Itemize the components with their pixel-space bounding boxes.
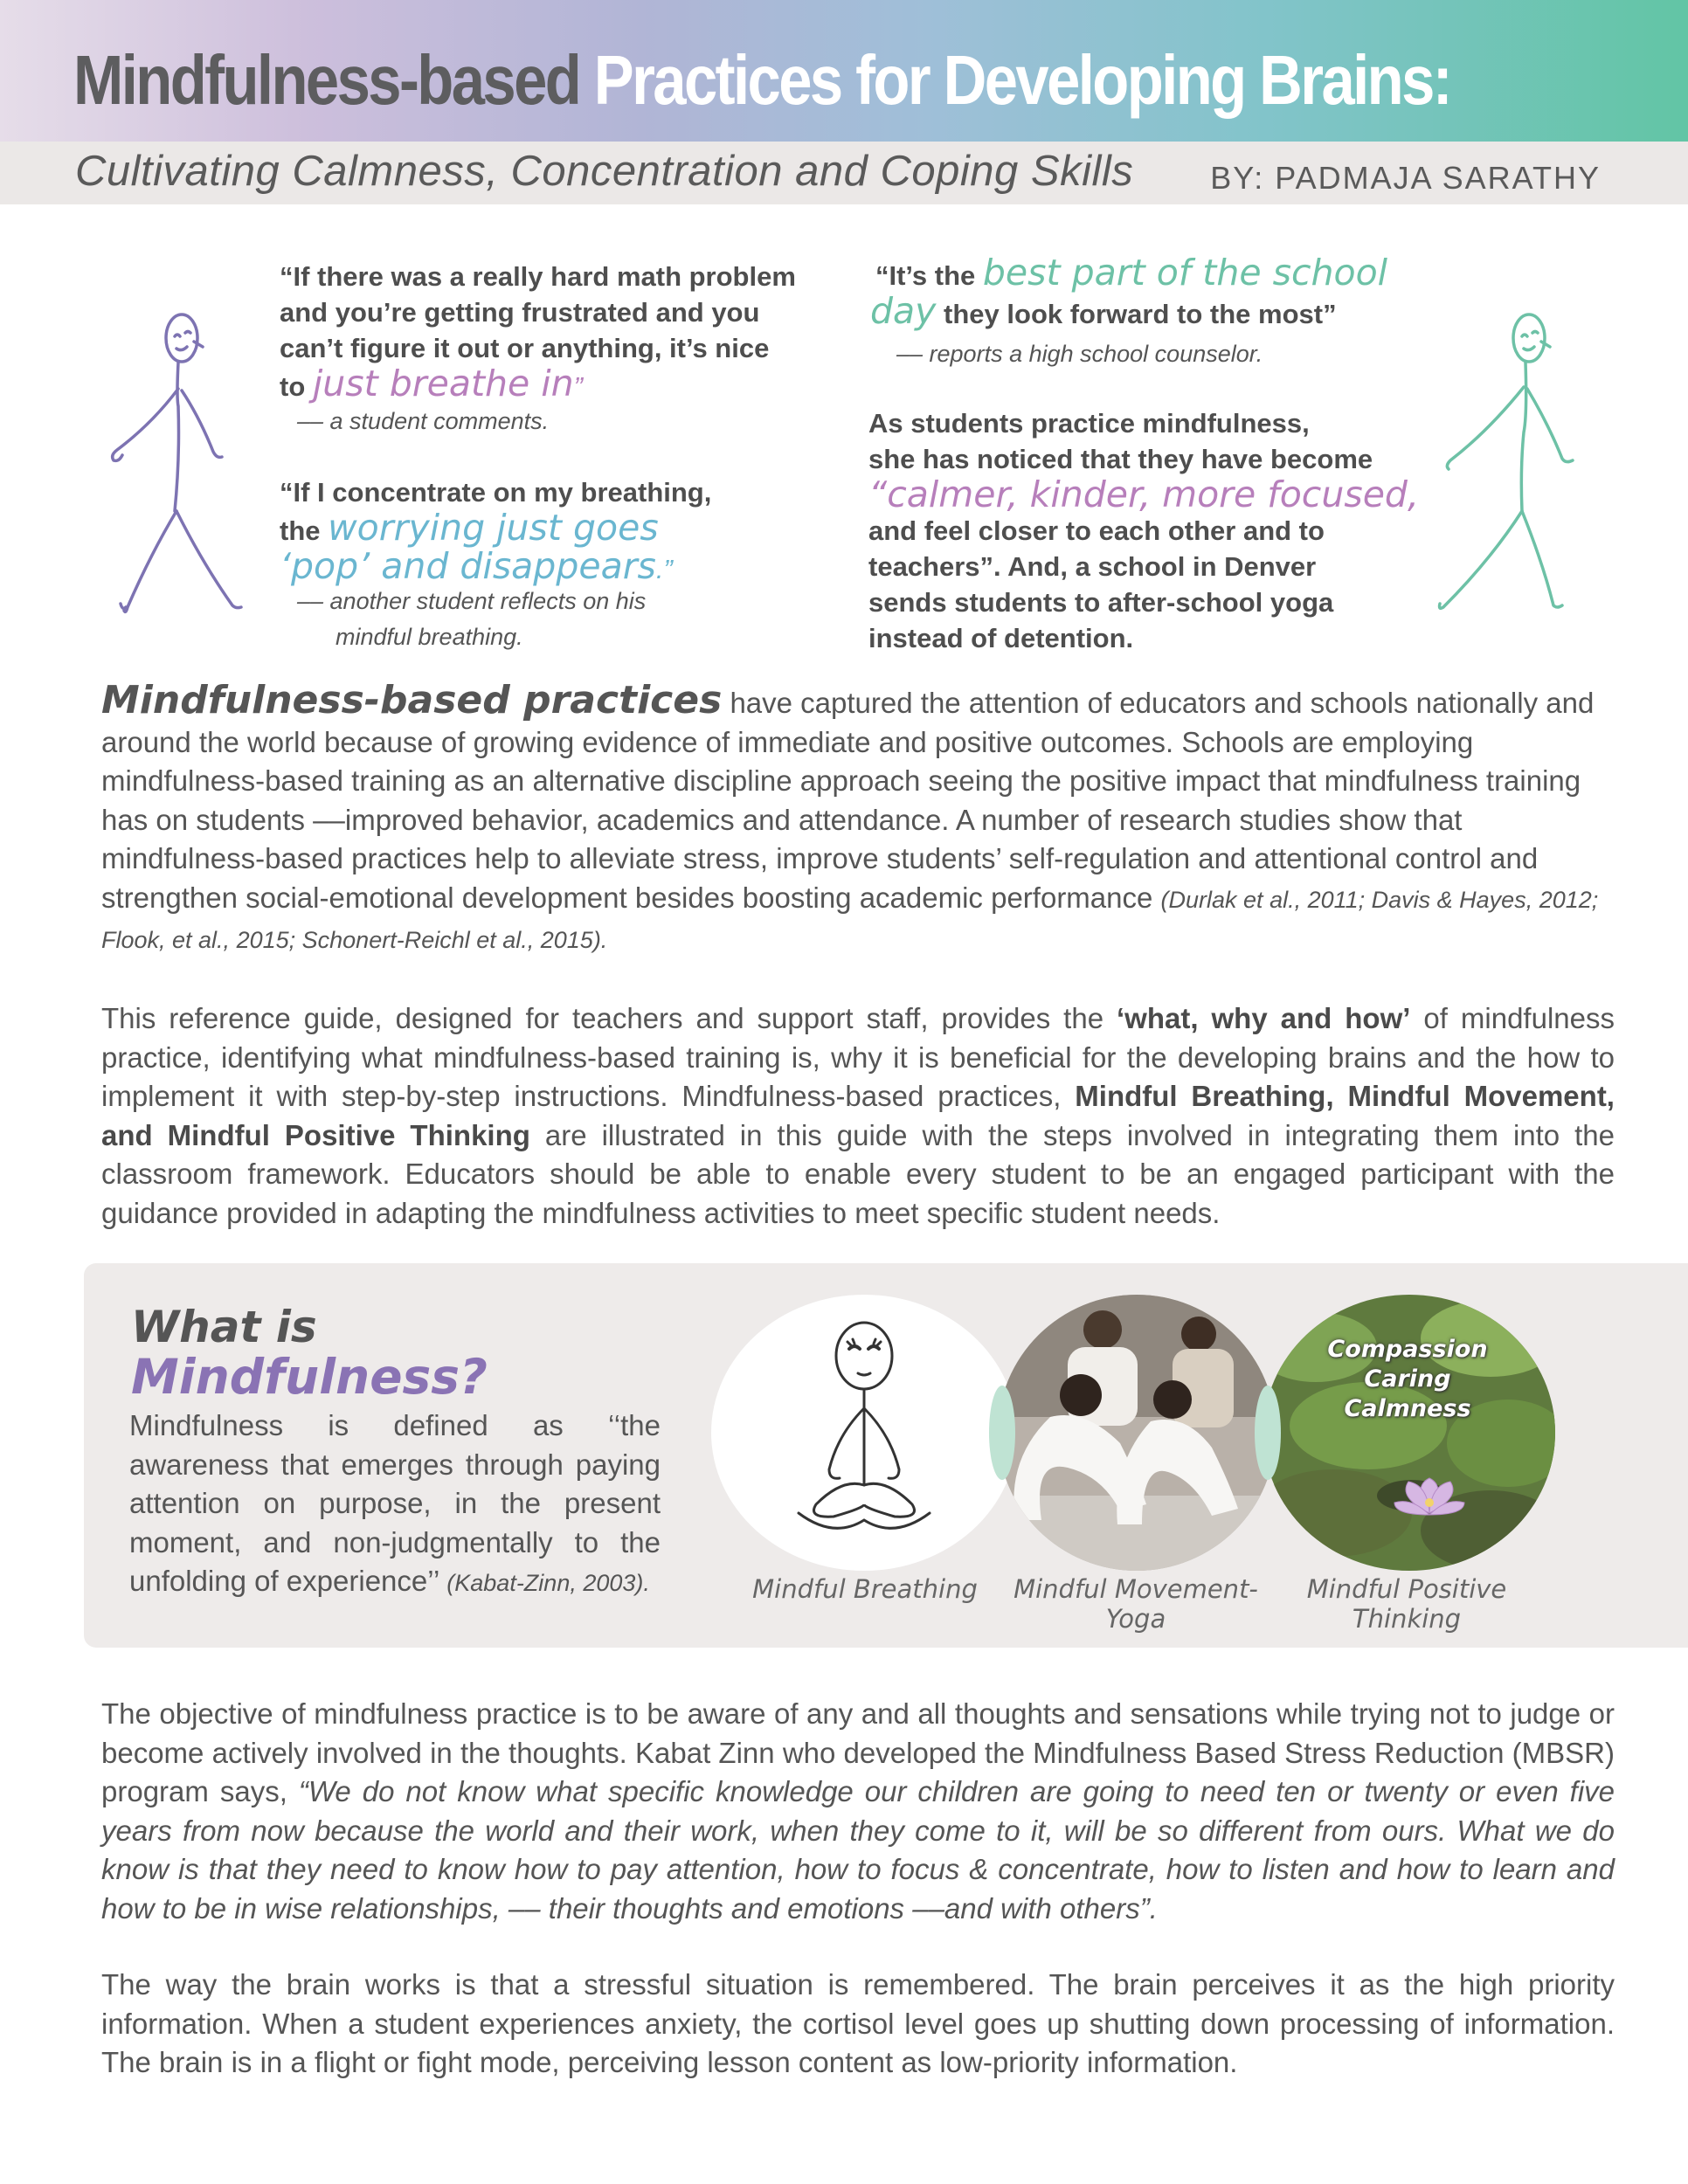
quote-highlight: best part of the school <box>982 252 1388 294</box>
quote-line <box>280 545 847 587</box>
quote-highlight: ‘pop’ and disappears <box>280 545 656 587</box>
quote-line: and you’re getting frustrated and you <box>280 297 760 328</box>
caption-mindful-movement <box>996 1574 1276 1634</box>
guide-text: are illustrated in this guide with the steps involved in integrating them into the classroom framework. Educators should be able to enable every student to be an engaged participant with the guidance provided in adapting the mindfulness activities to meet specific student needs. <box>101 1118 1615 1229</box>
quote-line: can’t figure it out or anything, it’s nice <box>280 333 770 363</box>
quote-line: “If I concentrate on my breathing, <box>280 477 712 508</box>
virtue-word: Compassion <box>1327 1336 1488 1363</box>
mindfulness-definition <box>129 1406 661 1603</box>
mindful-movement-yoga-photo <box>998 1295 1276 1571</box>
quote-close: ” <box>573 371 583 402</box>
quote-attribution: –– reports a high school counselor. <box>896 341 1263 367</box>
guide-text: This reference guide, designed for teachers and support staff, provides the <box>101 1002 1104 1034</box>
quote-highlight: “calmer, kinder, more focused, <box>868 473 1419 515</box>
intro-lead: Mindfulness-based practices <box>101 678 723 722</box>
quote-line: sends students to after-school yoga <box>868 587 1334 618</box>
caption-line: Mindful Positive <box>1306 1574 1507 1604</box>
definition-citation: (Kabat-Zinn, 2003). <box>446 1570 650 1596</box>
quote-line <box>280 507 847 549</box>
quote-highlight: worrying just goes <box>328 507 659 549</box>
objective-text: The objective of mindfulness practice is to be aware of any and all thoughts and sensations while trying not to judge or become actively involved in the thoughts. Kabat Zinn who developed the Mindfulness Based Stress Reduction (MBSR) program says, <box>101 1697 1615 1807</box>
quote-line: and feel closer to each other and to <box>868 515 1325 546</box>
quote-calmer-kinder <box>868 405 1445 656</box>
virtue-word: Caring <box>1364 1365 1451 1393</box>
yoga-photo-icon <box>998 1295 1276 1571</box>
brain-text: The way the brain works is that a stressful situation is remembered. The brain perceives it as the high priority information. When a student experiences anxiety, the cortisol level goes up shutting down processing of information. The brain is in a flight or fight mode, perceiving lesson content as low-priority information. <box>101 1968 1615 2078</box>
quote-line <box>870 252 1429 294</box>
quote-line: teachers”. And, a school in Denver <box>868 551 1317 582</box>
quote-breathing <box>280 474 847 587</box>
quote-line <box>280 363 847 404</box>
mindfulness-title: Mindfulness? <box>131 1349 488 1405</box>
meditating-figure-icon <box>711 1295 1017 1571</box>
guide-paragraph <box>101 999 1615 1233</box>
brain-paragraph <box>101 1966 1615 2083</box>
quote-word: “It’s the <box>875 260 976 291</box>
guide-bold: Mindful Breathing, Mindful Movement, and Mindful Positive Thinking <box>101 1080 1615 1151</box>
virtues-overlay <box>1307 1335 1508 1424</box>
attribution-line: mindful breathing. <box>336 624 523 650</box>
caption-mindful-positive-thinking <box>1276 1574 1538 1634</box>
quote-attribution <box>297 584 646 655</box>
attribution-line: –– another student reflects on his <box>297 588 647 614</box>
caption-line: Yoga <box>1105 1604 1166 1634</box>
title-light-part: Practices for Developing Brains: <box>593 41 1451 119</box>
caption-line: Thinking <box>1352 1604 1462 1634</box>
byline: BY: PADMAJA SARATHY <box>1210 160 1601 196</box>
caption-line: Mindful Breathing <box>752 1574 978 1604</box>
quote-line: “If there was a really hard math problem <box>280 261 796 292</box>
subtitle: Cultivating Calmness, Concentration and Coping Skills <box>75 148 1134 195</box>
page-title <box>73 41 1451 119</box>
quote-highlight: just breathe in <box>312 363 574 404</box>
guide-bold: ‘what, why and how’ <box>1117 1002 1411 1034</box>
virtue-word: Calmness <box>1344 1395 1471 1422</box>
definition-text: Mindfulness is defined as ‘‘the awareness that emerges through paying attention on purpose, in the present moment, and non-judgmentally to the unfolding of experience’’ <box>129 1409 661 1597</box>
quote-attribution: –– a student comments. <box>297 408 550 434</box>
circle-overlap-accent <box>989 1386 1015 1480</box>
quote-line <box>870 290 1429 332</box>
stick-figure-left-icon <box>91 310 257 625</box>
quote-line: she has noticed that they have become <box>868 444 1373 474</box>
intro-citation: (Durlak et al., 2011; Davis & Hayes, 2012; Flook, et al., 2015; Schonert-Reichl et al., 2015). <box>101 886 1599 953</box>
quote-math-problem <box>280 259 847 404</box>
quote-word: the <box>280 515 321 546</box>
circle-overlap-accent <box>1255 1386 1281 1480</box>
quote-line: As students practice mindfulness, <box>868 408 1310 439</box>
mindful-breathing-image <box>711 1295 1017 1571</box>
quote-word: they look forward to the most” <box>944 299 1337 329</box>
title-dark-part: Mindfulness-based <box>73 41 580 119</box>
kabat-zinn-quote: “We do not know what specific knowledge our children are going to need ten or twenty or even five years from now because the world and their work, when they come to it, will be so different from ours. What we do know is that they need to know how to pay attention, how to focus & concentrate, how to listen and how to learn and how to be in wise relationships, –– their thoughts and emotions ––and with others”. <box>101 1775 1615 1925</box>
what-is-title: What is <box>131 1302 317 1352</box>
caption-line: Mindful Movement- <box>1013 1574 1258 1604</box>
quote-best-part <box>870 252 1429 332</box>
quote-close: .” <box>655 554 673 584</box>
intro-text: have captured the attention of educators and schools nationally and around the world because of growing evidence of immediate and positive outcomes. Schools are employing mindfulness-based training as an alternative discipline approach seeing the positive impact that mindfulness training has on students ––improved behavior, academics and attendance. A number of research studies show that mindfulness-based practices help to alleviate stress, improve students’ self-regulation and attentional control and strengthen social-emotional development besides boosting academic performance <box>101 687 1595 914</box>
objective-paragraph <box>101 1695 1615 1928</box>
caption-mindful-breathing <box>734 1574 996 1604</box>
intro-paragraph <box>101 678 1615 960</box>
quote-word: to <box>280 371 306 402</box>
quote-line: instead of detention. <box>868 623 1134 653</box>
quote-highlight: day <box>870 290 937 332</box>
guide-text: of mindfulness practice, identifying what mindfulness-based training is, why it is beneficial for the developing brains and the how to implement it with step-by-step instructions. Mindfulness-based practices, <box>101 1002 1615 1112</box>
